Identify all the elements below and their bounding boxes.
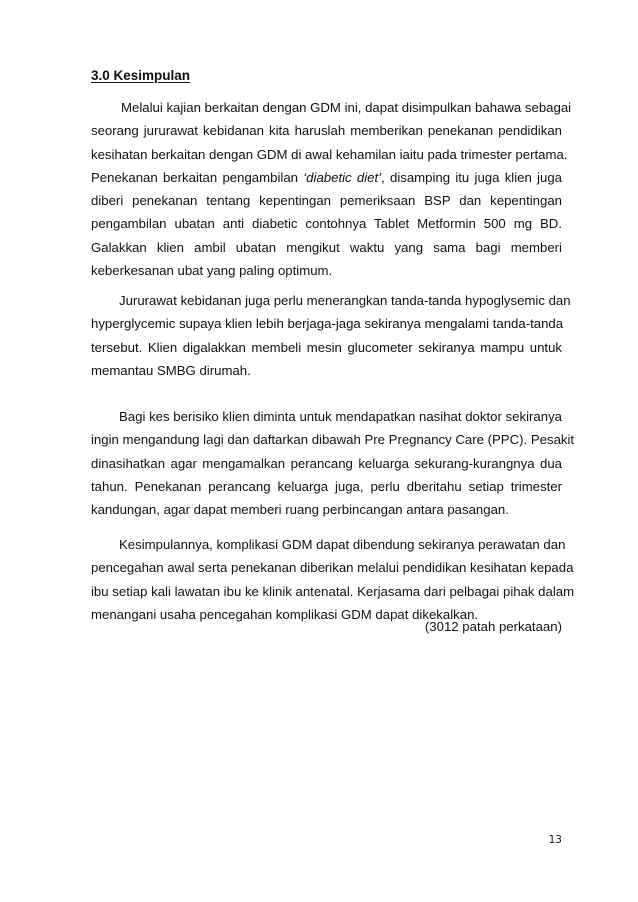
- paragraph-3-line-4: tahun. Penekanan perancang keluarga juga, perlu dberitahu setiap trimester: [91, 478, 562, 494]
- paragraph-4: [91, 533, 575, 626]
- paragraph-3-line-5: kandungan, agar dapat memberi ruang perbincangan antara pasangan.: [91, 502, 509, 518]
- paragraph-1-line-8: keberkesanan ubat yang paling optimum.: [91, 263, 333, 279]
- paragraph-2-line-3: tersebut. Klien digalakkan membeli mesin glucometer sekiranya mampu untuk: [91, 339, 562, 355]
- paragraph-4-line-2: pencegahan awal serta penekanan diberikan melalui pendidikan kesihatan kepada: [91, 560, 574, 576]
- paragraph-4-line-3: ibu setiap kali lawatan ibu ke klinik antenatal. Kerjasama dari pelbagai pihak dalam: [91, 583, 575, 599]
- paragraph-1: [91, 96, 572, 282]
- paragraph-3-line-3: dinasihatkan agar mengamalkan perancang keluarga sekurang-kurangnya dua: [91, 455, 562, 471]
- paragraph-2-line-1: Jururawat kebidanan juga perlu menerangkan tanda-tanda hypoglysemic dan: [119, 293, 571, 308]
- paragraph-2: [91, 289, 571, 382]
- paragraph-1-line-6: pengambilan ubatan anti diabetic contohnya Tablet Metformin 500 mg BD.: [91, 216, 562, 232]
- paragraph-1-line-4: [91, 166, 562, 189]
- paragraph-1-line-7: Galakkan klien ambil ubatan mengikut waktu yang sama bagi memberi: [91, 239, 562, 255]
- paragraph-1-line-2: seorang jururawat kebidanan kita haruslah memberikan penekanan pendidikan: [91, 123, 562, 139]
- paragraph-1-line-3: kesihatan berkaitan dengan GDM di awal kehamilan iaitu pada trimester pertama.: [91, 146, 568, 162]
- paragraph-2-line-4: memantau SMBG dirumah.: [91, 362, 251, 378]
- paragraph-2-line-2: hyperglycemic supaya klien lebih berjaga-jaga sekiranya mengalami tanda-tanda: [91, 316, 564, 332]
- diabetic-diet-term: ‘diabetic diet’: [303, 169, 382, 185]
- paragraph-3-line-2: ingin mengandung lagi dan daftarkan dibawah Pre Pregnancy Care (PPC). Pesakit: [91, 432, 575, 448]
- paragraph-4-line-1: Kesimpulannya, komplikasi GDM dapat dibendung sekiranya perawatan dan: [119, 537, 566, 552]
- paragraph-1-line-4-part-1: Penekanan berkaitan pengambilan: [91, 169, 304, 185]
- paragraph-3: [91, 405, 575, 521]
- paragraph-3-line-1: Bagi kes berisiko klien diminta untuk mendapatkan nasihat doktor sekiranya: [119, 409, 562, 424]
- paragraph-1-line-5: diberi penekanan tentang kepentingan pemeriksaan BSP dan kepentingan: [91, 193, 562, 209]
- paragraph-1-line-1: Melalui kajian berkaitan dengan GDM ini, dapat disimpulkan bahawa sebagai: [121, 100, 572, 115]
- paragraph-4-line-4: menangani usaha pencegahan komplikasi GDM dapat dikekalkan.: [91, 606, 479, 622]
- page-number: 13: [548, 834, 562, 846]
- paragraph-1-line-4-part-3: , disamping itu juga klien juga: [381, 169, 562, 185]
- section-heading: 3.0 Kesimpulan: [91, 68, 191, 83]
- word-count: (3012 patah perkataan): [424, 619, 562, 634]
